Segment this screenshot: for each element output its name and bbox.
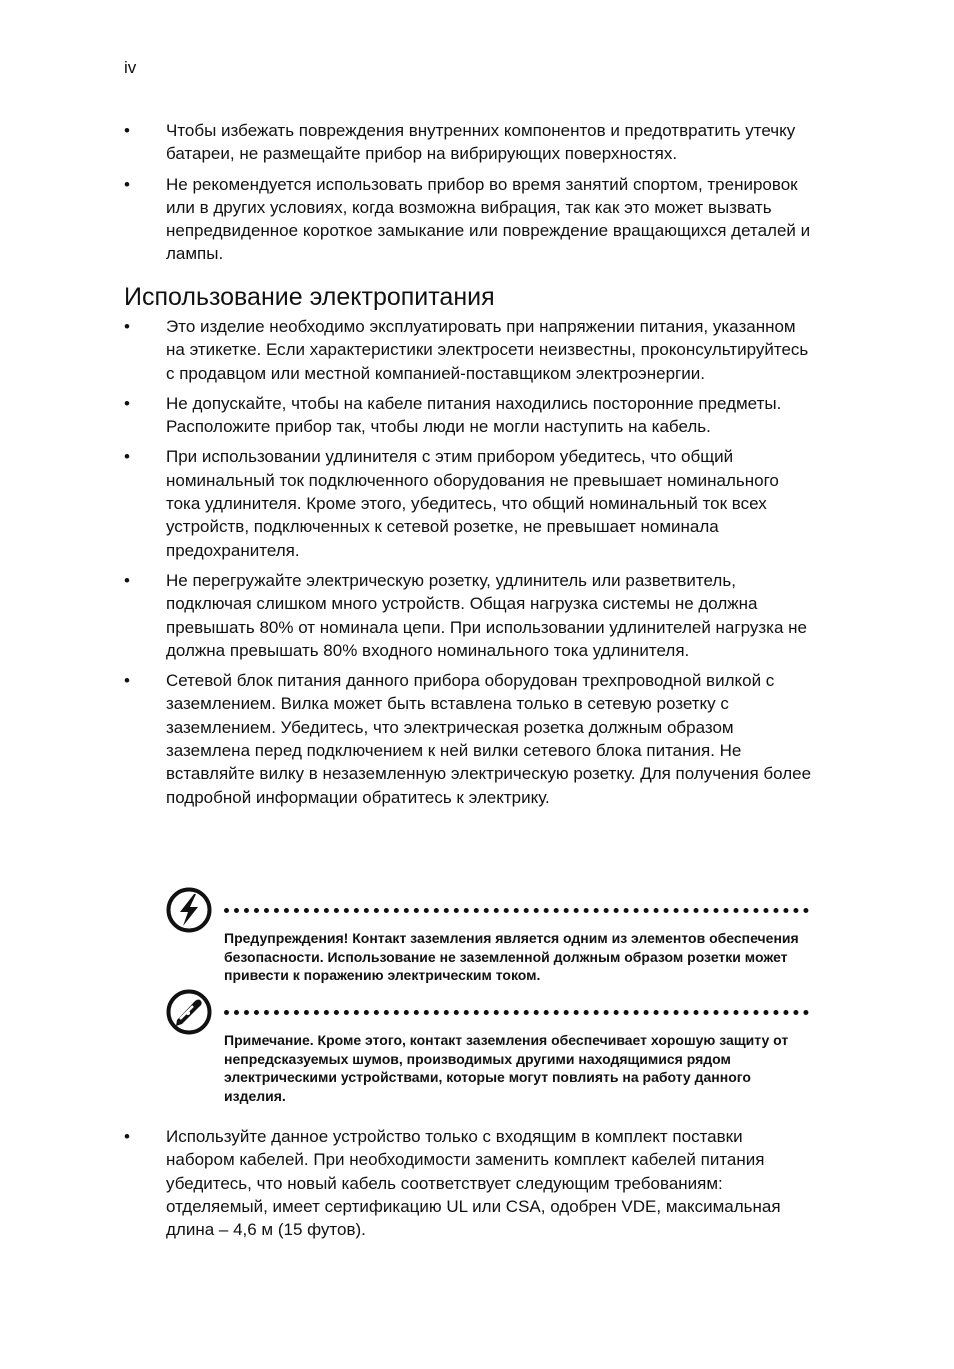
list-item-text: Не допускайте, чтобы на кабеле питания находились посторонние предметы. Расположите прибор так, чтобы люди не могли наступить на кабель. [166,393,782,437]
note-pencil-icon [166,989,212,1035]
list-item [124,119,814,166]
list-item-text: При использовании удлинителя с этим прибором убедитесь, что общий номинальный ток подключенного оборудования не превышает номинального тока удлинителя. Кроме этого, убедитесь, что общий номинальный ток всех устройств, подключенных к сетевой розетке, не превышает номинала предохранителя. [166,447,779,560]
section-heading: Использование электропитания [124,283,495,311]
bullet-list-power [124,315,814,816]
list-item [124,392,814,439]
note-text: Примечание. Кроме этого, контакт заземления обеспечивает хорошую защиту от непредсказуемых шумов, производимых другими находящимися рядом электрическими устройствами, которые могут повлиять на работу данного изделия. [224,1032,789,1104]
warning-text: Предупреждения! Контакт заземления является одним из элементов обеспечения безопасности. Использование не заземленной должным образом розетки может привести к поражению электрическим током. [224,930,799,983]
bullet-icon: • [124,174,130,194]
bullet-icon: • [124,1127,130,1146]
list-item-text: Используйте данное устройство только с входящим в комплект поставки набором кабелей. При необходимости заменить комплект кабелей питания убедитесь, что новый кабель соответствует следующим требованиям: отделяемый, имеет сертификацию UL или CSA, одобрен VDE, максимальная длина – 4,6 м (15 футов). [166,1127,781,1240]
dotted-rule [224,1010,809,1015]
list-item-text: Не рекомендуется использовать прибор во время занятий спортом, тренировок или в других условиях, когда возможна вибрация, так как это может вызвать непредвиденное короткое замыкание или повреждение вращающихся деталей и лампы. [166,174,811,264]
bullet-list-bottom [124,1125,814,1248]
list-item [124,445,814,561]
list-item [124,569,814,662]
bullet-icon: • [124,121,130,140]
bullet-icon: • [124,671,130,691]
page-number: iv [124,58,137,77]
list-item-text: Это изделие необходимо эксплуатировать при напряжении питания, указанном на этикетке. Если характеристики электросети неизвестны, проконсультируйтесь с продавцом или местной компанией-поставщиком электроэнергии. [166,317,809,383]
list-item [124,669,814,809]
list-item-text: Не перегружайте электрическую розетку, удлинитель или разветвитель, подключая слишком много устройств. Общая нагрузка системы не должна превышать 80% от номинала цепи. При использовании удлинителей нагрузка не должна превышать 80% входного номинального тока удлинителя. [166,570,807,660]
bullet-list-top [124,119,814,273]
bullet-icon: • [124,317,130,336]
bullet-icon: • [124,393,130,413]
list-item-text: Чтобы избежать повреждения внутренних компонентов и предотвратить утечку батареи, не размещайте прибор на вибрирующих поверхностях. [166,121,796,164]
list-item [124,315,814,385]
dotted-rule [224,908,809,913]
list-item [124,1125,814,1241]
list-item-text: Сетевой блок питания данного прибора оборудован трехпроводной вилкой с заземлением. Вилка может быть вставлена только в сетевую розетку с заземлением. Убедитесь, что электрическая розетка должным образом заземлена перед подключением к ней вилки сетевого блока питания. Не вставляйте вилку в незаземленную электрическую розетку. Для получения более подробной информации обратитесь к электрику. [166,671,812,807]
bullet-icon: • [124,447,130,467]
bullet-icon: • [124,570,130,590]
list-item [124,173,814,266]
lightning-warning-icon [166,887,212,933]
